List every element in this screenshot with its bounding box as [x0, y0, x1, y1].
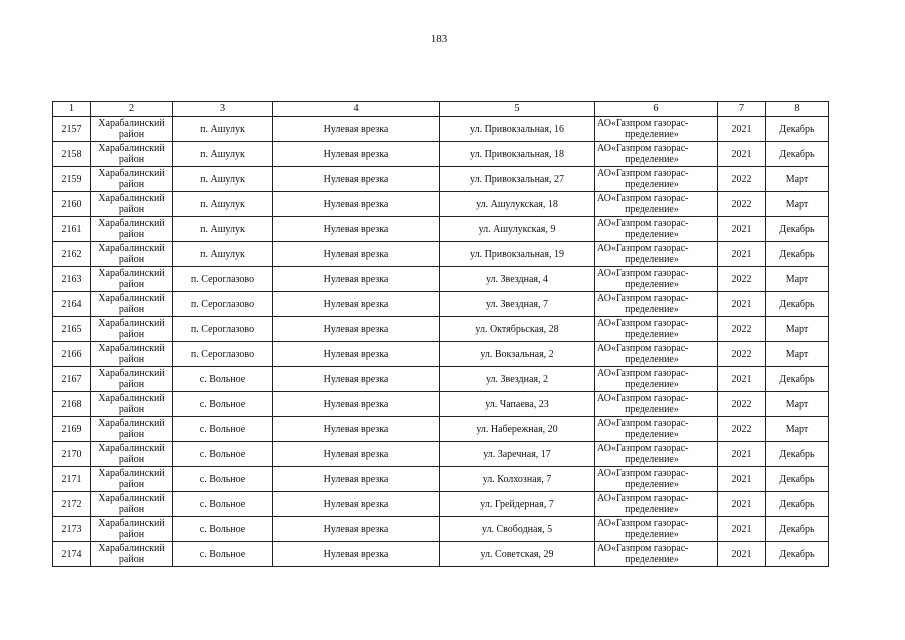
- organization-name-part2: пределение»: [625, 154, 679, 165]
- address-cell: ул. Чапаева, 23: [440, 392, 595, 417]
- row-number-cell: 2157: [53, 117, 91, 142]
- organization-line: [597, 143, 715, 154]
- organization-form: АО: [597, 143, 611, 154]
- organization-name-part1: «Газпром газорас-: [610, 443, 689, 454]
- row-number-cell: 2167: [53, 367, 91, 392]
- organization-line: [597, 343, 715, 354]
- district-cell: [91, 542, 173, 567]
- row-number-cell: 2161: [53, 217, 91, 242]
- settlement-cell: п. Ашулук: [173, 142, 273, 167]
- organization-name-part2: пределение»: [625, 429, 679, 440]
- district-word: район: [118, 529, 145, 540]
- year-cell: 2021: [718, 542, 766, 567]
- organization-form: АО: [597, 168, 611, 179]
- year-cell: 2022: [718, 417, 766, 442]
- connection-type-cell: Нулевая врезка: [273, 292, 440, 317]
- table-row: [53, 167, 829, 192]
- row-number-cell: 2170: [53, 442, 91, 467]
- district-word: район: [118, 454, 145, 465]
- column-header: 1: [53, 102, 91, 117]
- organization-form: АО: [597, 418, 611, 429]
- settlement-cell: с. Вольное: [173, 517, 273, 542]
- row-number-cell: 2164: [53, 292, 91, 317]
- district-word: район: [118, 504, 145, 515]
- organization-cell: [595, 542, 718, 567]
- column-header: 4: [273, 102, 440, 117]
- organization-form: АО: [597, 193, 611, 204]
- year-cell: 2021: [718, 242, 766, 267]
- district-cell: [91, 392, 173, 417]
- table-row: [53, 217, 829, 242]
- organization-line: [597, 543, 715, 554]
- district-cell: [91, 442, 173, 467]
- organization-cell: [595, 217, 718, 242]
- year-cell: 2022: [718, 342, 766, 367]
- organization-line: [597, 368, 715, 379]
- organization-line: [597, 418, 715, 429]
- organization-line: [597, 218, 715, 229]
- organization-form: АО: [597, 293, 611, 304]
- address-cell: ул. Звездная, 7: [440, 292, 595, 317]
- settlement-cell: п. Ашулук: [173, 242, 273, 267]
- organization-name-part1: «Газпром газорас-: [610, 493, 689, 504]
- organization-name-part2: пределение»: [625, 454, 679, 465]
- row-number-cell: 2160: [53, 192, 91, 217]
- connection-type-cell: Нулевая врезка: [273, 367, 440, 392]
- address-cell: ул. Вокзальная, 2: [440, 342, 595, 367]
- district-name: Харабалинский: [98, 343, 165, 354]
- month-cell: Декабрь: [766, 142, 829, 167]
- organization-name-part1: «Газпром газорас-: [610, 293, 689, 304]
- year-cell: 2021: [718, 142, 766, 167]
- connection-type-cell: Нулевая врезка: [273, 342, 440, 367]
- table-row: [53, 542, 829, 567]
- row-number-cell: 2159: [53, 167, 91, 192]
- district-name: Харабалинский: [98, 143, 165, 154]
- settlement-cell: п. Сероглазово: [173, 292, 273, 317]
- table-row: [53, 467, 829, 492]
- address-cell: ул. Заречная, 17: [440, 442, 595, 467]
- district-word: район: [118, 154, 145, 165]
- settlement-cell: п. Сероглазово: [173, 317, 273, 342]
- settlement-cell: п. Ашулук: [173, 117, 273, 142]
- district-name: Харабалинский: [98, 543, 165, 554]
- table-header-row: [53, 102, 829, 117]
- table-row: [53, 292, 829, 317]
- organization-name-part2: пределение»: [625, 379, 679, 390]
- district-cell: [91, 342, 173, 367]
- organization-line: [597, 393, 715, 404]
- year-cell: 2021: [718, 292, 766, 317]
- organization-name-part2: пределение»: [625, 504, 679, 515]
- connection-type-cell: Нулевая врезка: [273, 142, 440, 167]
- organization-form: АО: [597, 443, 611, 454]
- district-cell: [91, 142, 173, 167]
- row-number-cell: 2166: [53, 342, 91, 367]
- address-cell: ул. Звездная, 2: [440, 367, 595, 392]
- table-row: [53, 267, 829, 292]
- settlement-cell: п. Ашулук: [173, 217, 273, 242]
- organization-name-part2: пределение»: [625, 279, 679, 290]
- table-row: [53, 192, 829, 217]
- organization-form: АО: [597, 368, 611, 379]
- district-name: Харабалинский: [98, 468, 165, 479]
- organization-name-part2: пределение»: [625, 304, 679, 315]
- table-row: [53, 417, 829, 442]
- organization-name-part1: «Газпром газорас-: [610, 318, 689, 329]
- table-row: [53, 517, 829, 542]
- organization-cell: [595, 167, 718, 192]
- organization-line: [597, 118, 715, 129]
- address-cell: ул. Ашулукская, 9: [440, 217, 595, 242]
- organization-cell: [595, 367, 718, 392]
- organization-name-part1: «Газпром газорас-: [610, 343, 689, 354]
- organization-line: [597, 293, 715, 304]
- row-number-cell: 2165: [53, 317, 91, 342]
- page-number: 183: [430, 33, 448, 45]
- connection-type-cell: Нулевая врезка: [273, 117, 440, 142]
- table-row: [53, 392, 829, 417]
- district-name: Харабалинский: [98, 318, 165, 329]
- row-number-cell: 2168: [53, 392, 91, 417]
- district-word: район: [118, 229, 145, 240]
- organization-form: АО: [597, 518, 611, 529]
- organization-form: АО: [597, 318, 611, 329]
- address-cell: ул. Привокзальная, 16: [440, 117, 595, 142]
- district-word: район: [118, 279, 145, 290]
- organization-name-part2: пределение»: [625, 129, 679, 140]
- organization-name-part1: «Газпром газорас-: [610, 368, 689, 379]
- organization-line: [597, 193, 715, 204]
- organization-name-part1: «Газпром газорас-: [610, 418, 689, 429]
- district-word: район: [118, 554, 145, 565]
- organization-line: [597, 243, 715, 254]
- organization-name-part2: пределение»: [625, 229, 679, 240]
- district-name: Харабалинский: [98, 493, 165, 504]
- address-cell: ул. Привокзальная, 19: [440, 242, 595, 267]
- connection-type-cell: Нулевая врезка: [273, 242, 440, 267]
- organization-name-part1: «Газпром газорас-: [610, 543, 689, 554]
- district-cell: [91, 317, 173, 342]
- organization-name-part2: пределение»: [625, 179, 679, 190]
- connection-type-cell: Нулевая врезка: [273, 267, 440, 292]
- column-header: 2: [91, 102, 173, 117]
- organization-form: АО: [597, 343, 611, 354]
- row-number-cell: 2169: [53, 417, 91, 442]
- table-row: [53, 317, 829, 342]
- organization-form: АО: [597, 268, 611, 279]
- address-cell: ул. Ашулукская, 18: [440, 192, 595, 217]
- connection-type-cell: Нулевая врезка: [273, 517, 440, 542]
- settlement-cell: с. Вольное: [173, 417, 273, 442]
- month-cell: Март: [766, 342, 829, 367]
- district-cell: [91, 242, 173, 267]
- settlement-cell: п. Ашулук: [173, 192, 273, 217]
- district-name: Харабалинский: [98, 443, 165, 454]
- organization-form: АО: [597, 493, 611, 504]
- district-cell: [91, 167, 173, 192]
- month-cell: Декабрь: [766, 367, 829, 392]
- month-cell: Март: [766, 392, 829, 417]
- year-cell: 2022: [718, 192, 766, 217]
- district-word: район: [118, 254, 145, 265]
- connection-type-cell: Нулевая врезка: [273, 217, 440, 242]
- organization-cell: [595, 442, 718, 467]
- organization-cell: [595, 142, 718, 167]
- settlement-cell: с. Вольное: [173, 492, 273, 517]
- settlement-cell: с. Вольное: [173, 392, 273, 417]
- table-row: [53, 492, 829, 517]
- organization-form: АО: [597, 243, 611, 254]
- organization-name-part1: «Газпром газорас-: [610, 193, 689, 204]
- settlement-cell: п. Сероглазово: [173, 342, 273, 367]
- organization-line: [597, 493, 715, 504]
- row-number-cell: 2174: [53, 542, 91, 567]
- column-header: 8: [766, 102, 829, 117]
- organization-cell: [595, 467, 718, 492]
- district-cell: [91, 217, 173, 242]
- settlement-cell: с. Вольное: [173, 442, 273, 467]
- district-word: район: [118, 329, 145, 340]
- year-cell: 2021: [718, 442, 766, 467]
- organization-cell: [595, 392, 718, 417]
- district-word: район: [118, 354, 145, 365]
- connection-type-cell: Нулевая врезка: [273, 317, 440, 342]
- row-number-cell: 2162: [53, 242, 91, 267]
- district-name: Харабалинский: [98, 218, 165, 229]
- district-name: Харабалинский: [98, 518, 165, 529]
- settlement-cell: с. Вольное: [173, 542, 273, 567]
- district-cell: [91, 367, 173, 392]
- month-cell: Декабрь: [766, 217, 829, 242]
- organization-form: АО: [597, 218, 611, 229]
- year-cell: 2022: [718, 167, 766, 192]
- district-word: район: [118, 429, 145, 440]
- column-header: 5: [440, 102, 595, 117]
- district-name: Харабалинский: [98, 368, 165, 379]
- organization-cell: [595, 517, 718, 542]
- settlement-cell: с. Вольное: [173, 467, 273, 492]
- month-cell: Март: [766, 192, 829, 217]
- month-cell: Март: [766, 267, 829, 292]
- organization-name-part1: «Газпром газорас-: [610, 168, 689, 179]
- connection-type-cell: Нулевая врезка: [273, 492, 440, 517]
- district-name: Харабалинский: [98, 293, 165, 304]
- organization-cell: [595, 492, 718, 517]
- year-cell: 2021: [718, 467, 766, 492]
- address-cell: ул. Звездная, 4: [440, 267, 595, 292]
- organization-cell: [595, 192, 718, 217]
- organization-cell: [595, 317, 718, 342]
- year-cell: 2021: [718, 492, 766, 517]
- table-row: [53, 342, 829, 367]
- organization-line: [597, 318, 715, 329]
- district-name: Харабалинский: [98, 393, 165, 404]
- organization-name-part2: пределение»: [625, 254, 679, 265]
- year-cell: 2022: [718, 267, 766, 292]
- row-number-cell: 2171: [53, 467, 91, 492]
- row-number-cell: 2173: [53, 517, 91, 542]
- district-name: Харабалинский: [98, 268, 165, 279]
- organization-name-part2: пределение»: [625, 204, 679, 215]
- month-cell: Декабрь: [766, 117, 829, 142]
- organization-name-part1: «Газпром газорас-: [610, 218, 689, 229]
- row-number-cell: 2158: [53, 142, 91, 167]
- organization-form: АО: [597, 118, 611, 129]
- organization-cell: [595, 242, 718, 267]
- organization-form: АО: [597, 393, 611, 404]
- district-word: район: [118, 479, 145, 490]
- connection-type-cell: Нулевая врезка: [273, 542, 440, 567]
- table-row: [53, 242, 829, 267]
- organization-cell: [595, 292, 718, 317]
- row-number-cell: 2163: [53, 267, 91, 292]
- month-cell: Март: [766, 167, 829, 192]
- district-cell: [91, 117, 173, 142]
- district-name: Харабалинский: [98, 243, 165, 254]
- month-cell: Декабрь: [766, 442, 829, 467]
- organization-line: [597, 168, 715, 179]
- connection-type-cell: Нулевая врезка: [273, 442, 440, 467]
- organization-form: АО: [597, 543, 611, 554]
- district-word: район: [118, 304, 145, 315]
- organization-name-part2: пределение»: [625, 529, 679, 540]
- row-number-cell: 2172: [53, 492, 91, 517]
- connection-type-cell: Нулевая врезка: [273, 392, 440, 417]
- address-cell: ул. Советская, 29: [440, 542, 595, 567]
- district-name: Харабалинский: [98, 193, 165, 204]
- settlement-cell: с. Вольное: [173, 367, 273, 392]
- organization-line: [597, 518, 715, 529]
- organization-name-part2: пределение»: [625, 479, 679, 490]
- address-cell: ул. Набережная, 20: [440, 417, 595, 442]
- month-cell: Декабрь: [766, 517, 829, 542]
- month-cell: Декабрь: [766, 467, 829, 492]
- organization-line: [597, 443, 715, 454]
- column-header: 3: [173, 102, 273, 117]
- address-cell: ул. Грейдерная, 7: [440, 492, 595, 517]
- organization-form: АО: [597, 468, 611, 479]
- table-row: [53, 442, 829, 467]
- month-cell: Декабрь: [766, 492, 829, 517]
- organization-cell: [595, 117, 718, 142]
- organization-name-part2: пределение»: [625, 404, 679, 415]
- address-cell: ул. Колхозная, 7: [440, 467, 595, 492]
- district-name: Харабалинский: [98, 418, 165, 429]
- district-cell: [91, 517, 173, 542]
- district-cell: [91, 492, 173, 517]
- organization-name-part1: «Газпром газорас-: [610, 143, 689, 154]
- column-header: 7: [718, 102, 766, 117]
- district-word: район: [118, 204, 145, 215]
- district-word: район: [118, 404, 145, 415]
- district-word: район: [118, 179, 145, 190]
- table-row: [53, 117, 829, 142]
- address-cell: ул. Привокзальная, 27: [440, 167, 595, 192]
- organization-name-part1: «Газпром газорас-: [610, 268, 689, 279]
- table-row: [53, 142, 829, 167]
- organization-name-part1: «Газпром газорас-: [610, 243, 689, 254]
- address-cell: ул. Привокзальная, 18: [440, 142, 595, 167]
- organization-name-part2: пределение»: [625, 354, 679, 365]
- connection-type-cell: Нулевая врезка: [273, 167, 440, 192]
- organization-cell: [595, 342, 718, 367]
- organization-cell: [595, 417, 718, 442]
- connection-type-cell: Нулевая врезка: [273, 467, 440, 492]
- district-word: район: [118, 379, 145, 390]
- gas-connection-table: [52, 101, 829, 567]
- year-cell: 2021: [718, 217, 766, 242]
- month-cell: Март: [766, 417, 829, 442]
- organization-cell: [595, 267, 718, 292]
- district-word: район: [118, 129, 145, 140]
- organization-name-part1: «Газпром газорас-: [610, 393, 689, 404]
- settlement-cell: п. Сероглазово: [173, 267, 273, 292]
- organization-line: [597, 268, 715, 279]
- organization-name-part1: «Газпром газорас-: [610, 118, 689, 129]
- connection-type-cell: Нулевая врезка: [273, 417, 440, 442]
- district-cell: [91, 467, 173, 492]
- district-cell: [91, 267, 173, 292]
- address-cell: ул. Октябрьская, 28: [440, 317, 595, 342]
- table-body: [53, 117, 829, 567]
- district-cell: [91, 192, 173, 217]
- district-name: Харабалинский: [98, 168, 165, 179]
- month-cell: Март: [766, 317, 829, 342]
- address-cell: ул. Свободная, 5: [440, 517, 595, 542]
- organization-name-part1: «Газпром газорас-: [610, 468, 689, 479]
- connection-type-cell: Нулевая врезка: [273, 192, 440, 217]
- organization-line: [597, 468, 715, 479]
- month-cell: Декабрь: [766, 542, 829, 567]
- organization-name-part2: пределение»: [625, 554, 679, 565]
- year-cell: 2022: [718, 317, 766, 342]
- district-cell: [91, 292, 173, 317]
- organization-name-part2: пределение»: [625, 329, 679, 340]
- district-cell: [91, 417, 173, 442]
- year-cell: 2021: [718, 367, 766, 392]
- month-cell: Декабрь: [766, 292, 829, 317]
- year-cell: 2021: [718, 117, 766, 142]
- month-cell: Декабрь: [766, 242, 829, 267]
- district-name: Харабалинский: [98, 118, 165, 129]
- year-cell: 2021: [718, 517, 766, 542]
- organization-name-part1: «Газпром газорас-: [610, 518, 689, 529]
- year-cell: 2022: [718, 392, 766, 417]
- settlement-cell: п. Ашулук: [173, 167, 273, 192]
- column-header: 6: [595, 102, 718, 117]
- table-row: [53, 367, 829, 392]
